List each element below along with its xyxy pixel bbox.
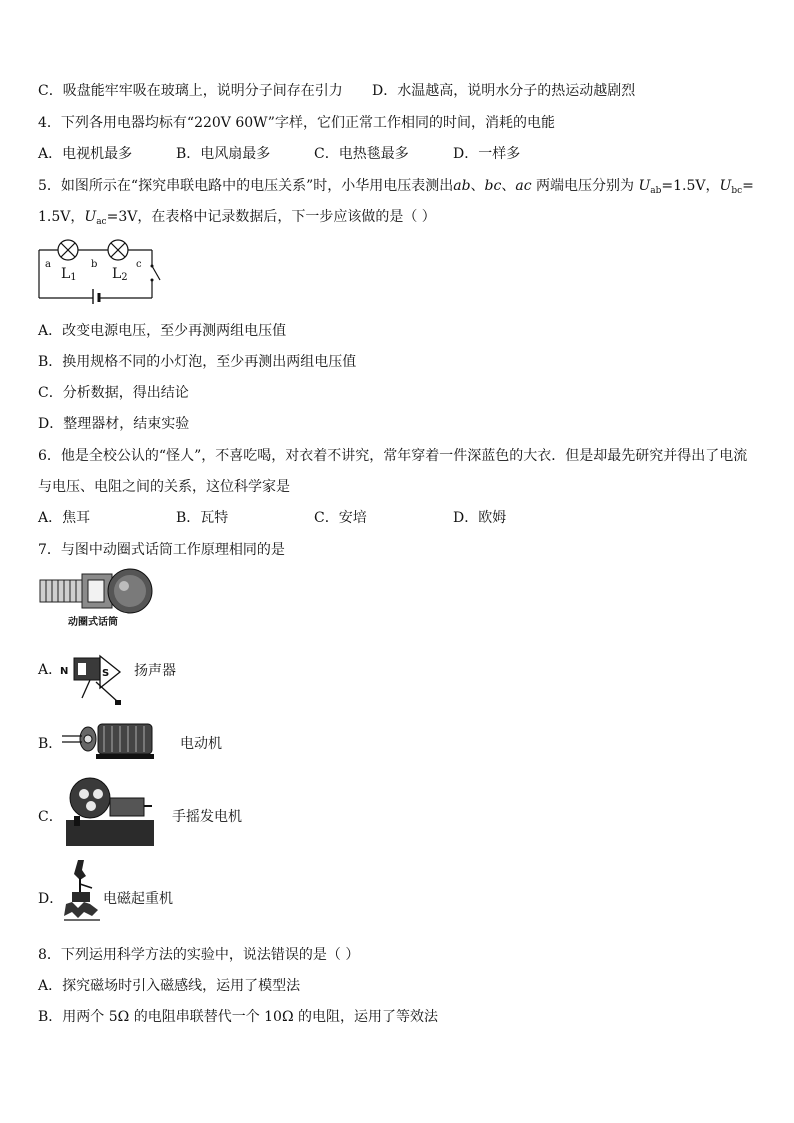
q7-option-a-text: 扬声器	[134, 663, 176, 679]
q6-stem-line2: 与电压、电阻之间的关系，这位科学家是	[38, 479, 290, 495]
q7-option-d-text: 电磁起重机	[103, 891, 173, 907]
q6-option-b: B．瓦特	[176, 510, 229, 526]
q7-stem: 7．与图中动圈式话筒工作原理相同的是	[38, 542, 285, 558]
q4-stem: 4．下列各用电器均标有“220V 60W”字样，它们正常工作相同的时间，消耗的电能	[38, 115, 555, 131]
battery-symbol	[93, 289, 99, 304]
q6-option-c: C．安培	[314, 510, 367, 526]
q8-stem: 8．下列运用科学方法的实验中，说法错误的是（ ）	[38, 947, 360, 963]
point-c-label: c	[136, 259, 142, 270]
south-pole-label: S	[102, 668, 110, 679]
point-b-label: b	[91, 259, 98, 270]
q4-option-d: D．一样多	[453, 146, 521, 162]
lamp-l1-label: L1	[61, 266, 77, 283]
q4-option-a: A．电视机最多	[38, 146, 133, 162]
q7-option-a-label: A．	[38, 662, 63, 678]
north-pole-label: N	[60, 666, 69, 677]
q5-option-c: C．分析数据，得出结论	[38, 385, 189, 401]
q7-option-b-label: B．	[38, 736, 63, 752]
q6-stem-line1: 6．他是全校公认的“怪人”，不喜吃喝，对衣着不讲究，常年穿着一件深蓝色的大衣．但是却最先研究并得出了电流	[38, 448, 748, 464]
microphone-caption: 动圈式话筒	[68, 617, 118, 628]
q8-option-b: B．用两个 5Ω 的电阻串联替代一个 10Ω 的电阻，运用了等效法	[38, 1009, 439, 1025]
q3-option-d: D．水温越高，说明水分子的热运动越剧烈	[372, 83, 636, 99]
q5-option-b: B．换用规格不同的小灯泡，至少再测出两组电压值	[38, 354, 357, 370]
q7-option-d-label: D．	[38, 891, 64, 907]
q4-option-c: C．电热毯最多	[314, 146, 409, 162]
electromagnetic-crane-figure	[60, 858, 106, 922]
loudspeaker-figure	[60, 652, 132, 710]
electric-motor-figure	[60, 718, 156, 760]
q5-stem-line2: 1.5V，$U_{ac}=3V$，在表格中记录数据后，下一步应该做的是（ ）	[38, 209, 436, 227]
series-circuit-diagram	[36, 236, 166, 304]
q7-option-c-text: 手摇发电机	[172, 809, 242, 825]
lamp-l2-label: L2	[112, 266, 128, 283]
q6-option-d: D．欧姆	[453, 510, 507, 526]
moving-coil-microphone-figure	[38, 566, 156, 632]
q4-option-b: B．电风扇最多	[176, 146, 271, 162]
hand-crank-generator-figure	[64, 776, 156, 848]
q5-option-a: A．改变电源电压，至少再测两组电压值	[38, 323, 287, 339]
switch-symbol	[152, 266, 160, 280]
q7-option-b-text: 电动机	[180, 736, 222, 752]
q8-option-a: A．探究磁场时引入磁感线，运用了模型法	[38, 978, 301, 994]
point-a-label: a	[45, 259, 51, 270]
q3-option-c: C．吸盘能牢牢吸在玻璃上，说明分子间存在引力	[38, 83, 343, 99]
q6-option-a: A．焦耳	[38, 510, 91, 526]
q5-stem-line1: 5．如图所示在“探究串联电路中的电压关系”时，小华用电压表测出ab、bc、ac 两端电压分别为 $U_{ab}=1.5V$，$U_{bc}=$	[38, 178, 754, 196]
q5-option-d: D．整理器材，结束实验	[38, 416, 190, 432]
q7-option-c-label: C．	[38, 809, 63, 825]
